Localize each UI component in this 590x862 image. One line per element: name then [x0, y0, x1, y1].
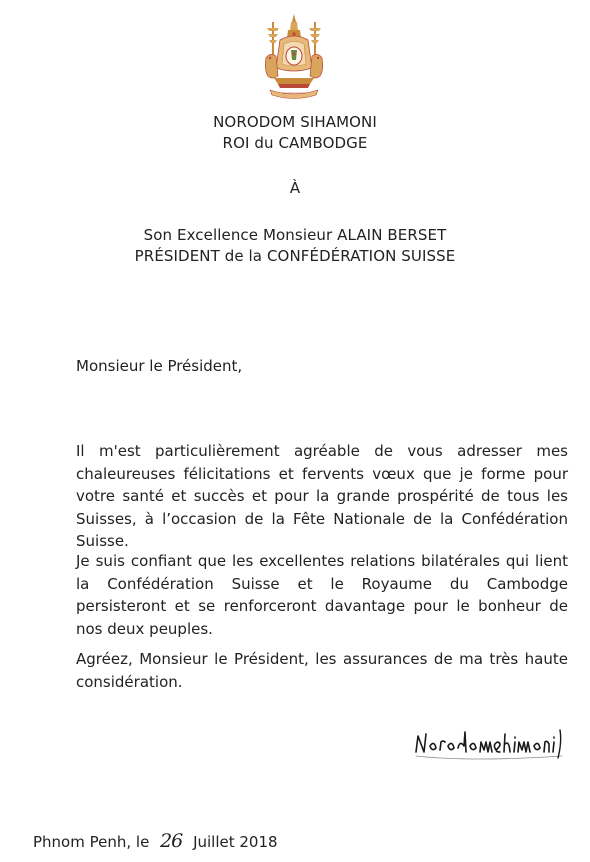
sender-title: ROI du CAMBODGE: [222, 134, 368, 152]
sender-name: NORODOM SIHAMONI: [213, 113, 377, 131]
paragraph-relations: Je suis confiant que les excellentes relations bilatérales qui lient la Confédération Suisse et le Royaume du Cambodge persisteront et se renforceront davantage pour le bonheur de nos deux peuples.: [76, 552, 568, 638]
addressee-marker: À: [289, 179, 301, 197]
salutation: Monsieur le Président,: [76, 357, 243, 375]
paragraph-congratulations: Il m'est particulièrement agréable de vous adresser mes chaleureuses félicitations et fervents vœux que je forme pour votre santé et succès et pour la grande prospérité de tous les Suisses, à l’occasion de la Fête Nationale de la Confédération Suisse.: [76, 442, 568, 551]
royal-coat-of-arms-icon: [258, 12, 330, 100]
paragraph-closing: Agréez, Monsieur le Président, les assurances de ma très haute considération.: [76, 650, 568, 691]
dateline-month-year: Juillet 2018: [193, 833, 278, 851]
dateline: [33, 832, 278, 851]
handwritten-signature: [412, 722, 572, 764]
dateline-place: Phnom Penh, le: [33, 833, 150, 851]
dateline-day-handwritten: 26: [160, 830, 183, 852]
recipient-name: Son Excellence Monsieur ALAIN BERSET: [143, 226, 447, 244]
recipient-title: PRÉSIDENT de la CONFÉDÉRATION SUISSE: [134, 247, 456, 265]
